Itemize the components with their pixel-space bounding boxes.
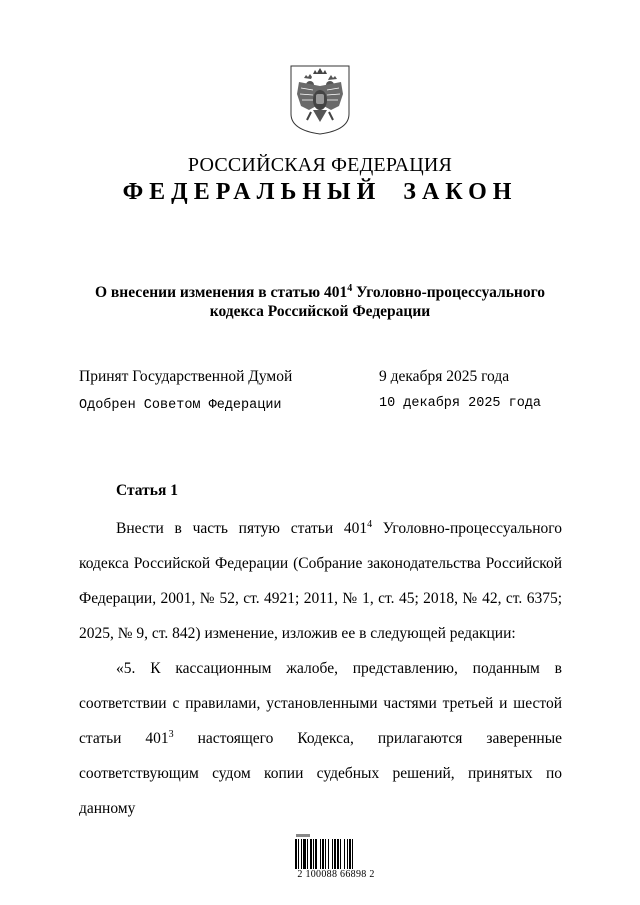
title-superscript: 4 (347, 283, 353, 294)
barcode-number: 2 100088 66898 2 (297, 869, 375, 880)
barcode-stamp-mark (286, 826, 316, 832)
council-approval-date: 10 декабря 2025 года (379, 396, 542, 411)
article-paragraph-2: «5. К кассационным жалобе, представлению, поданным в соответствии с правилами, установленными частями третьей и шестой статьи $401^3$ настоящего Кодекса, прилагаются заверенные соответствующим судом копии судебных решений, принятых по данному (79, 660, 562, 817)
article-body (79, 511, 562, 826)
title-line2: кодекса Российской Федерации (209, 303, 431, 320)
barcode (286, 826, 386, 884)
council-approval-label: Одобрен Советом Федерации (79, 398, 282, 413)
country-heading: РОССИЙСКАЯ ФЕДЕРАЦИЯ (187, 154, 453, 176)
coat-of-arms-emblem (289, 64, 351, 136)
title-line1-post: Уголовно-процессуального (352, 284, 545, 301)
duma-adoption-date: 9 декабря 2025 года (379, 368, 510, 385)
law-title (60, 283, 580, 321)
article-paragraph-1: Внести в часть пятую статьи $401^4$ Уголовно-процессуального кодекса Российской Федерации (Собрание законодательства Российской Федерации, 2001, № 52, ст. 4921; 2011, № 1, ст. 45; 2018, № 42, ст. 6375; 2025, № 9, ст. 842) изменение, изложив ее в следующей редакции: (79, 519, 562, 642)
article-heading: Статья 1 (116, 482, 178, 499)
duma-adoption-label: Принят Государственной Думой (79, 368, 293, 385)
law-type-heading: ФЕДЕРАЛЬНЫЙ ЗАКОН (122, 179, 518, 205)
title-line1-pre: О внесении изменения в статью 401 (94, 284, 348, 301)
barcode-bars (295, 839, 375, 869)
